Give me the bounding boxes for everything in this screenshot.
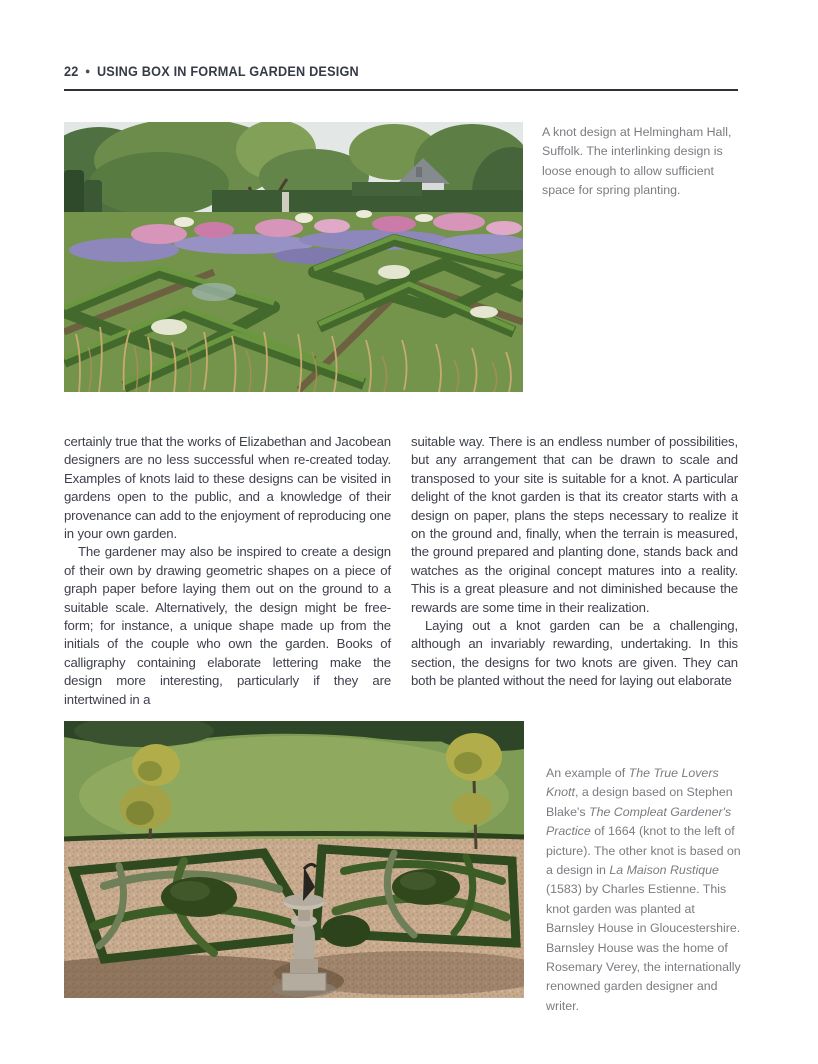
caption-segment: An example of: [546, 766, 629, 780]
caption-text: A knot design at Helmingham Hall, Suffolk. The interlinking design is loose enough to allow sufficient space for spring planting.: [542, 125, 732, 198]
paragraph: Laying out a knot garden can be a challenging, although an invariably rewarding, undertaking. In this section, the designs for two knots are given. They can both be planted without the need for laying out elaborate: [411, 618, 738, 689]
caption-segment: , a design based on Stephen Blake's: [546, 785, 733, 819]
paragraph: certainly true that the works of Elizabethan and Jacobean designers are no less successful when re-created today. Examples of knots laid to these designs can be visited in gardens open to the public, and a knowledge of their provenance can add to the enjoyment of reproducing one in your own garden.: [64, 434, 391, 542]
caption-text: [546, 764, 746, 1016]
caption-segment: of 1664 (knot to the left of picture). The other knot is based on a design in: [546, 824, 741, 878]
caption-segment: (1583) by Charles Estienne. This knot garden was planted at Barnsley House in Gloucestershire. Barnsley House was the home of Rosemary Verey, the internationally renowned garden designer and writer.: [546, 882, 741, 1013]
knot-garden-photo-helmingham: [64, 122, 523, 392]
figure-caption-bottom: [546, 764, 746, 1016]
knot-garden-photo-barnsley: [64, 721, 524, 998]
page-number: 22: [64, 64, 79, 79]
paragraph: suitable way. There is an endless number of possibilities, but any arrangement that can be drawn to scale and transposed to your site is suitable for a knot. A particular delight of the knot garden is that its creator starts with a design on paper, plans the steps necessary to realize it on the ground and, finally, when the terrain is measured, the ground prepared and planting done, stands back and watches as the original concept matures into a reality. This is a great pleasure and not diminished because the rewards are some time in their realization.: [411, 434, 738, 615]
text-column-right: [411, 433, 738, 691]
caption-segment-italic: La Maison Rustique: [609, 863, 719, 878]
knot-garden-illustration-bottom: [64, 721, 524, 998]
caption-segment-italic: The Compleat Gardener's Practice: [546, 804, 732, 839]
caption-segment-italic: The True Lovers Knott: [546, 766, 719, 800]
running-head: [64, 64, 738, 79]
chapter-title: USING BOX IN FORMAL GARDEN DESIGN: [96, 64, 359, 79]
knot-garden-illustration-top: [64, 122, 523, 392]
paragraph: The gardener may also be inspired to create a design of their own by drawing geometric shapes on a piece of graph paper before laying them out on the ground to a suitable scale. Alternatively, the design might be free-form; for instance, a unique shape made up from the initials of the couple who own the garden. Books of calligraphy containing elaborate lettering make the design more interesting, particularly if they are intertwined in a: [64, 544, 391, 707]
header-rule: [64, 89, 738, 91]
text-column-left: [64, 433, 391, 709]
bullet-separator-icon: ●: [85, 66, 91, 76]
figure-caption-top: [542, 123, 742, 201]
